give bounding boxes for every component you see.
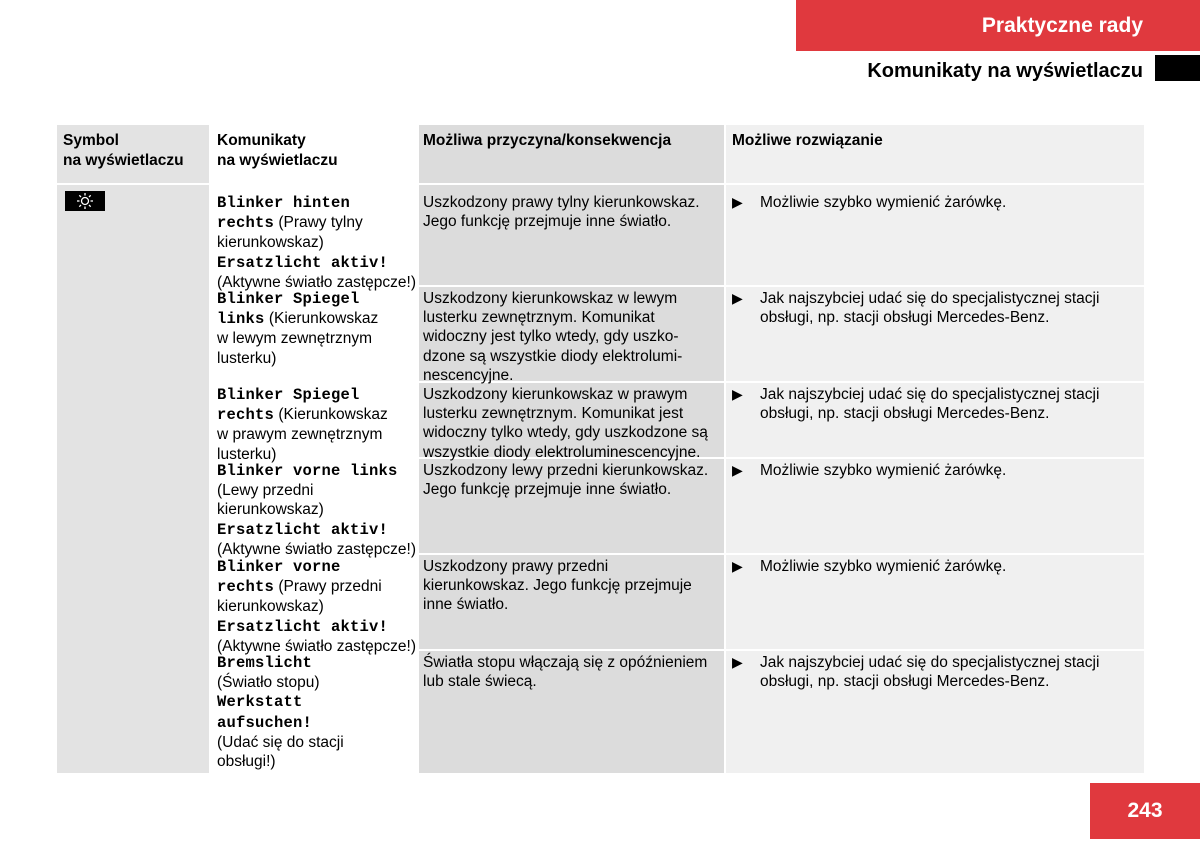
solution-line: Jak najszybciej udać się do specjalistycznej stacji bbox=[760, 654, 1100, 671]
message-line bbox=[217, 233, 422, 252]
message-line bbox=[217, 193, 422, 213]
display-message-code: rechts bbox=[217, 406, 275, 425]
message-translation: (Prawy tylny bbox=[274, 214, 363, 232]
message-line bbox=[217, 309, 422, 329]
solution-line: Jak najszybciej udać się do specjalistycznej stacji bbox=[760, 386, 1100, 403]
bullet-arrow-icon: ▶ bbox=[732, 386, 743, 402]
message-translation: (Światło stopu) bbox=[217, 674, 320, 692]
display-message-code: links bbox=[217, 310, 265, 329]
solution-cell bbox=[732, 193, 1137, 212]
cause-line: Światła stopu włączają się z opóźnieniem bbox=[423, 654, 708, 671]
message-translation: kierunkowskaz) bbox=[217, 598, 324, 616]
row-divider bbox=[419, 553, 1144, 555]
solution-line: obsługi, np. stacji obsługi Mercedes-Benz. bbox=[760, 673, 1050, 691]
message-cell bbox=[217, 653, 422, 771]
solution-text bbox=[760, 557, 1006, 576]
message-translation: (Kierunkowskaz bbox=[264, 310, 379, 328]
message-cell bbox=[217, 193, 422, 292]
solution-cell bbox=[732, 653, 1137, 691]
solution-cell bbox=[732, 385, 1137, 423]
cause-cell bbox=[423, 461, 723, 499]
symbol-column bbox=[57, 125, 209, 773]
cause-line: Uszkodzony prawy przedni bbox=[423, 558, 609, 575]
message-line bbox=[217, 713, 422, 733]
cause-line: Uszkodzony kierunkowskaz w prawym bbox=[423, 386, 688, 403]
message-translation: lusterku) bbox=[217, 349, 277, 367]
message-line bbox=[217, 597, 422, 616]
header-symbol-line: na wyświetlaczu bbox=[63, 152, 184, 169]
display-message-code: aufsuchen! bbox=[217, 713, 313, 732]
cause-cell bbox=[423, 385, 723, 462]
row-divider bbox=[419, 649, 1144, 651]
display-message-code: Blinker vorne links bbox=[217, 462, 398, 480]
display-message-code: Blinker Spiegel bbox=[217, 386, 360, 404]
message-line bbox=[217, 481, 422, 500]
solution-line: Możliwie szybko wymienić żarówkę. bbox=[760, 558, 1007, 575]
message-translation: w lewym zewnętrznym bbox=[217, 330, 373, 348]
message-translation: (Aktywne światło zastępcze!) bbox=[217, 273, 416, 291]
cause-line: Jego funkcję przejmuje inne światło. bbox=[423, 213, 672, 231]
title-marker-bar bbox=[1155, 55, 1200, 81]
solution-line: Jak najszybciej udać się do specjalistycznej stacji bbox=[760, 290, 1100, 307]
message-translation: (Kierunkowskaz bbox=[274, 406, 388, 424]
bullet-arrow-icon: ▶ bbox=[732, 194, 743, 210]
solution-cell bbox=[732, 557, 1137, 576]
solution-line: obsługi, np. stacji obsługi Mercedes-Benz. bbox=[760, 405, 1050, 423]
solution-line: Możliwie szybko wymienić żarówkę. bbox=[760, 194, 1007, 211]
message-translation: (Aktywne światło zastępcze!) bbox=[217, 637, 416, 655]
message-translation: (Lewy przedni bbox=[217, 482, 314, 500]
header-message bbox=[217, 131, 338, 171]
cause-line: Uszkodzony kierunkowskaz w lewym bbox=[423, 290, 678, 307]
message-line bbox=[217, 673, 422, 692]
cause-line: widoczny jest tylko wtedy, gdy uszko- bbox=[423, 328, 679, 346]
cause-cell bbox=[423, 193, 723, 231]
cause-line: lusterku zewnętrznym. Komunikat jest bbox=[423, 405, 684, 423]
display-message-code: Blinker vorne bbox=[217, 558, 341, 576]
section-tab-label: Praktyczne rady bbox=[981, 13, 1143, 37]
cause-line: widoczny tylko wtedy, gdy uszkodzone są bbox=[423, 424, 708, 442]
message-line bbox=[217, 425, 422, 444]
message-line bbox=[217, 405, 422, 425]
header-cause: Możliwa przyczyna/konsekwencja bbox=[423, 132, 672, 149]
solution-text bbox=[760, 193, 1006, 212]
message-line bbox=[217, 752, 422, 771]
message-translation: w prawym zewnętrznym bbox=[217, 426, 383, 444]
cause-line: inne światło. bbox=[423, 596, 509, 614]
message-translation: lusterku) bbox=[217, 445, 277, 463]
cause-line: Uszkodzony lewy przedni kierunkowskaz. bbox=[423, 462, 709, 479]
solution-text bbox=[760, 289, 1099, 327]
header-symbol bbox=[63, 131, 184, 171]
solution-cell bbox=[732, 461, 1137, 480]
message-translation: (Prawy przedni bbox=[274, 578, 382, 596]
display-message-code: Ersatzlicht aktiv! bbox=[217, 617, 389, 636]
message-line bbox=[217, 329, 422, 348]
solution-line: Możliwie szybko wymienić żarówkę. bbox=[760, 462, 1007, 479]
header-divider bbox=[57, 183, 1144, 185]
message-line bbox=[217, 557, 422, 577]
message-cell bbox=[217, 557, 422, 656]
cause-line: dzone są wszystkie diody elektrolumi- bbox=[423, 347, 683, 365]
solution-text bbox=[760, 461, 1006, 480]
page-number-label: 243 bbox=[1127, 799, 1163, 822]
message-line bbox=[217, 385, 422, 405]
bullet-arrow-icon: ▶ bbox=[732, 654, 743, 670]
cause-line: kierunkowskaz. Jego funkcję przejmuje bbox=[423, 577, 692, 595]
display-message-code: rechts bbox=[217, 214, 275, 233]
message-line bbox=[217, 653, 422, 673]
message-cell bbox=[217, 385, 422, 464]
message-line bbox=[217, 349, 422, 368]
solution-text bbox=[760, 653, 1099, 691]
header-symbol-line: Symbol bbox=[63, 132, 119, 149]
message-line bbox=[217, 733, 422, 752]
message-line bbox=[217, 617, 422, 637]
message-cell bbox=[217, 289, 422, 368]
header-message-line: Komunikaty bbox=[217, 132, 306, 149]
bullet-arrow-icon: ▶ bbox=[732, 290, 743, 306]
message-line bbox=[217, 253, 422, 273]
light-bulb-icon bbox=[65, 191, 105, 211]
cause-line: lub stale świecą. bbox=[423, 673, 537, 691]
display-message-code: Ersatzlicht aktiv! bbox=[217, 253, 389, 272]
bullet-arrow-icon: ▶ bbox=[732, 558, 743, 574]
solution-cell bbox=[732, 289, 1137, 327]
section-tab bbox=[796, 0, 1200, 51]
display-message-code: Blinker Spiegel bbox=[217, 290, 360, 308]
page-number bbox=[1090, 783, 1200, 839]
header-solution: Możliwe rozwiązanie bbox=[732, 132, 883, 149]
cause-line: wszystkie diody elektroluminescencyjne. bbox=[423, 443, 701, 461]
display-message-code: Blinker hinten bbox=[217, 194, 351, 212]
cause-line: nescencyjne. bbox=[423, 366, 514, 384]
message-translation: kierunkowskaz) bbox=[217, 234, 324, 252]
display-message-code: Ersatzlicht aktiv! bbox=[217, 520, 389, 539]
message-line bbox=[217, 213, 422, 233]
cause-line: lusterku zewnętrznym. Komunikat bbox=[423, 309, 655, 327]
cause-cell bbox=[423, 653, 723, 691]
message-translation: (Aktywne światło zastępcze!) bbox=[217, 540, 416, 558]
message-line bbox=[217, 520, 422, 540]
row-divider bbox=[419, 285, 1144, 287]
display-message-code: rechts bbox=[217, 578, 275, 597]
message-line bbox=[217, 577, 422, 597]
message-line bbox=[217, 500, 422, 519]
header-message-line: na wyświetlaczu bbox=[217, 152, 338, 169]
message-line bbox=[217, 461, 422, 481]
messages-table bbox=[57, 125, 1144, 773]
display-message-code: Bremslicht bbox=[217, 654, 313, 672]
message-translation: obsługi!) bbox=[217, 753, 276, 771]
cause-cell bbox=[423, 289, 723, 385]
bullet-arrow-icon: ▶ bbox=[732, 462, 743, 478]
cause-cell bbox=[423, 557, 723, 615]
page-title: Komunikaty na wyświetlaczu bbox=[867, 60, 1143, 82]
display-message-code: Werkstatt bbox=[217, 693, 303, 712]
solution-text bbox=[760, 385, 1099, 423]
message-line bbox=[217, 289, 422, 309]
cause-line: Uszkodzony prawy tylny kierunkowskaz. bbox=[423, 194, 700, 211]
message-line bbox=[217, 692, 422, 712]
cause-line: Jego funkcję przejmuje inne światło. bbox=[423, 481, 672, 499]
message-translation: (Udać się do stacji bbox=[217, 733, 344, 751]
message-cell bbox=[217, 461, 422, 559]
message-translation: kierunkowskaz) bbox=[217, 501, 324, 519]
solution-line: obsługi, np. stacji obsługi Mercedes-Benz. bbox=[760, 309, 1050, 327]
